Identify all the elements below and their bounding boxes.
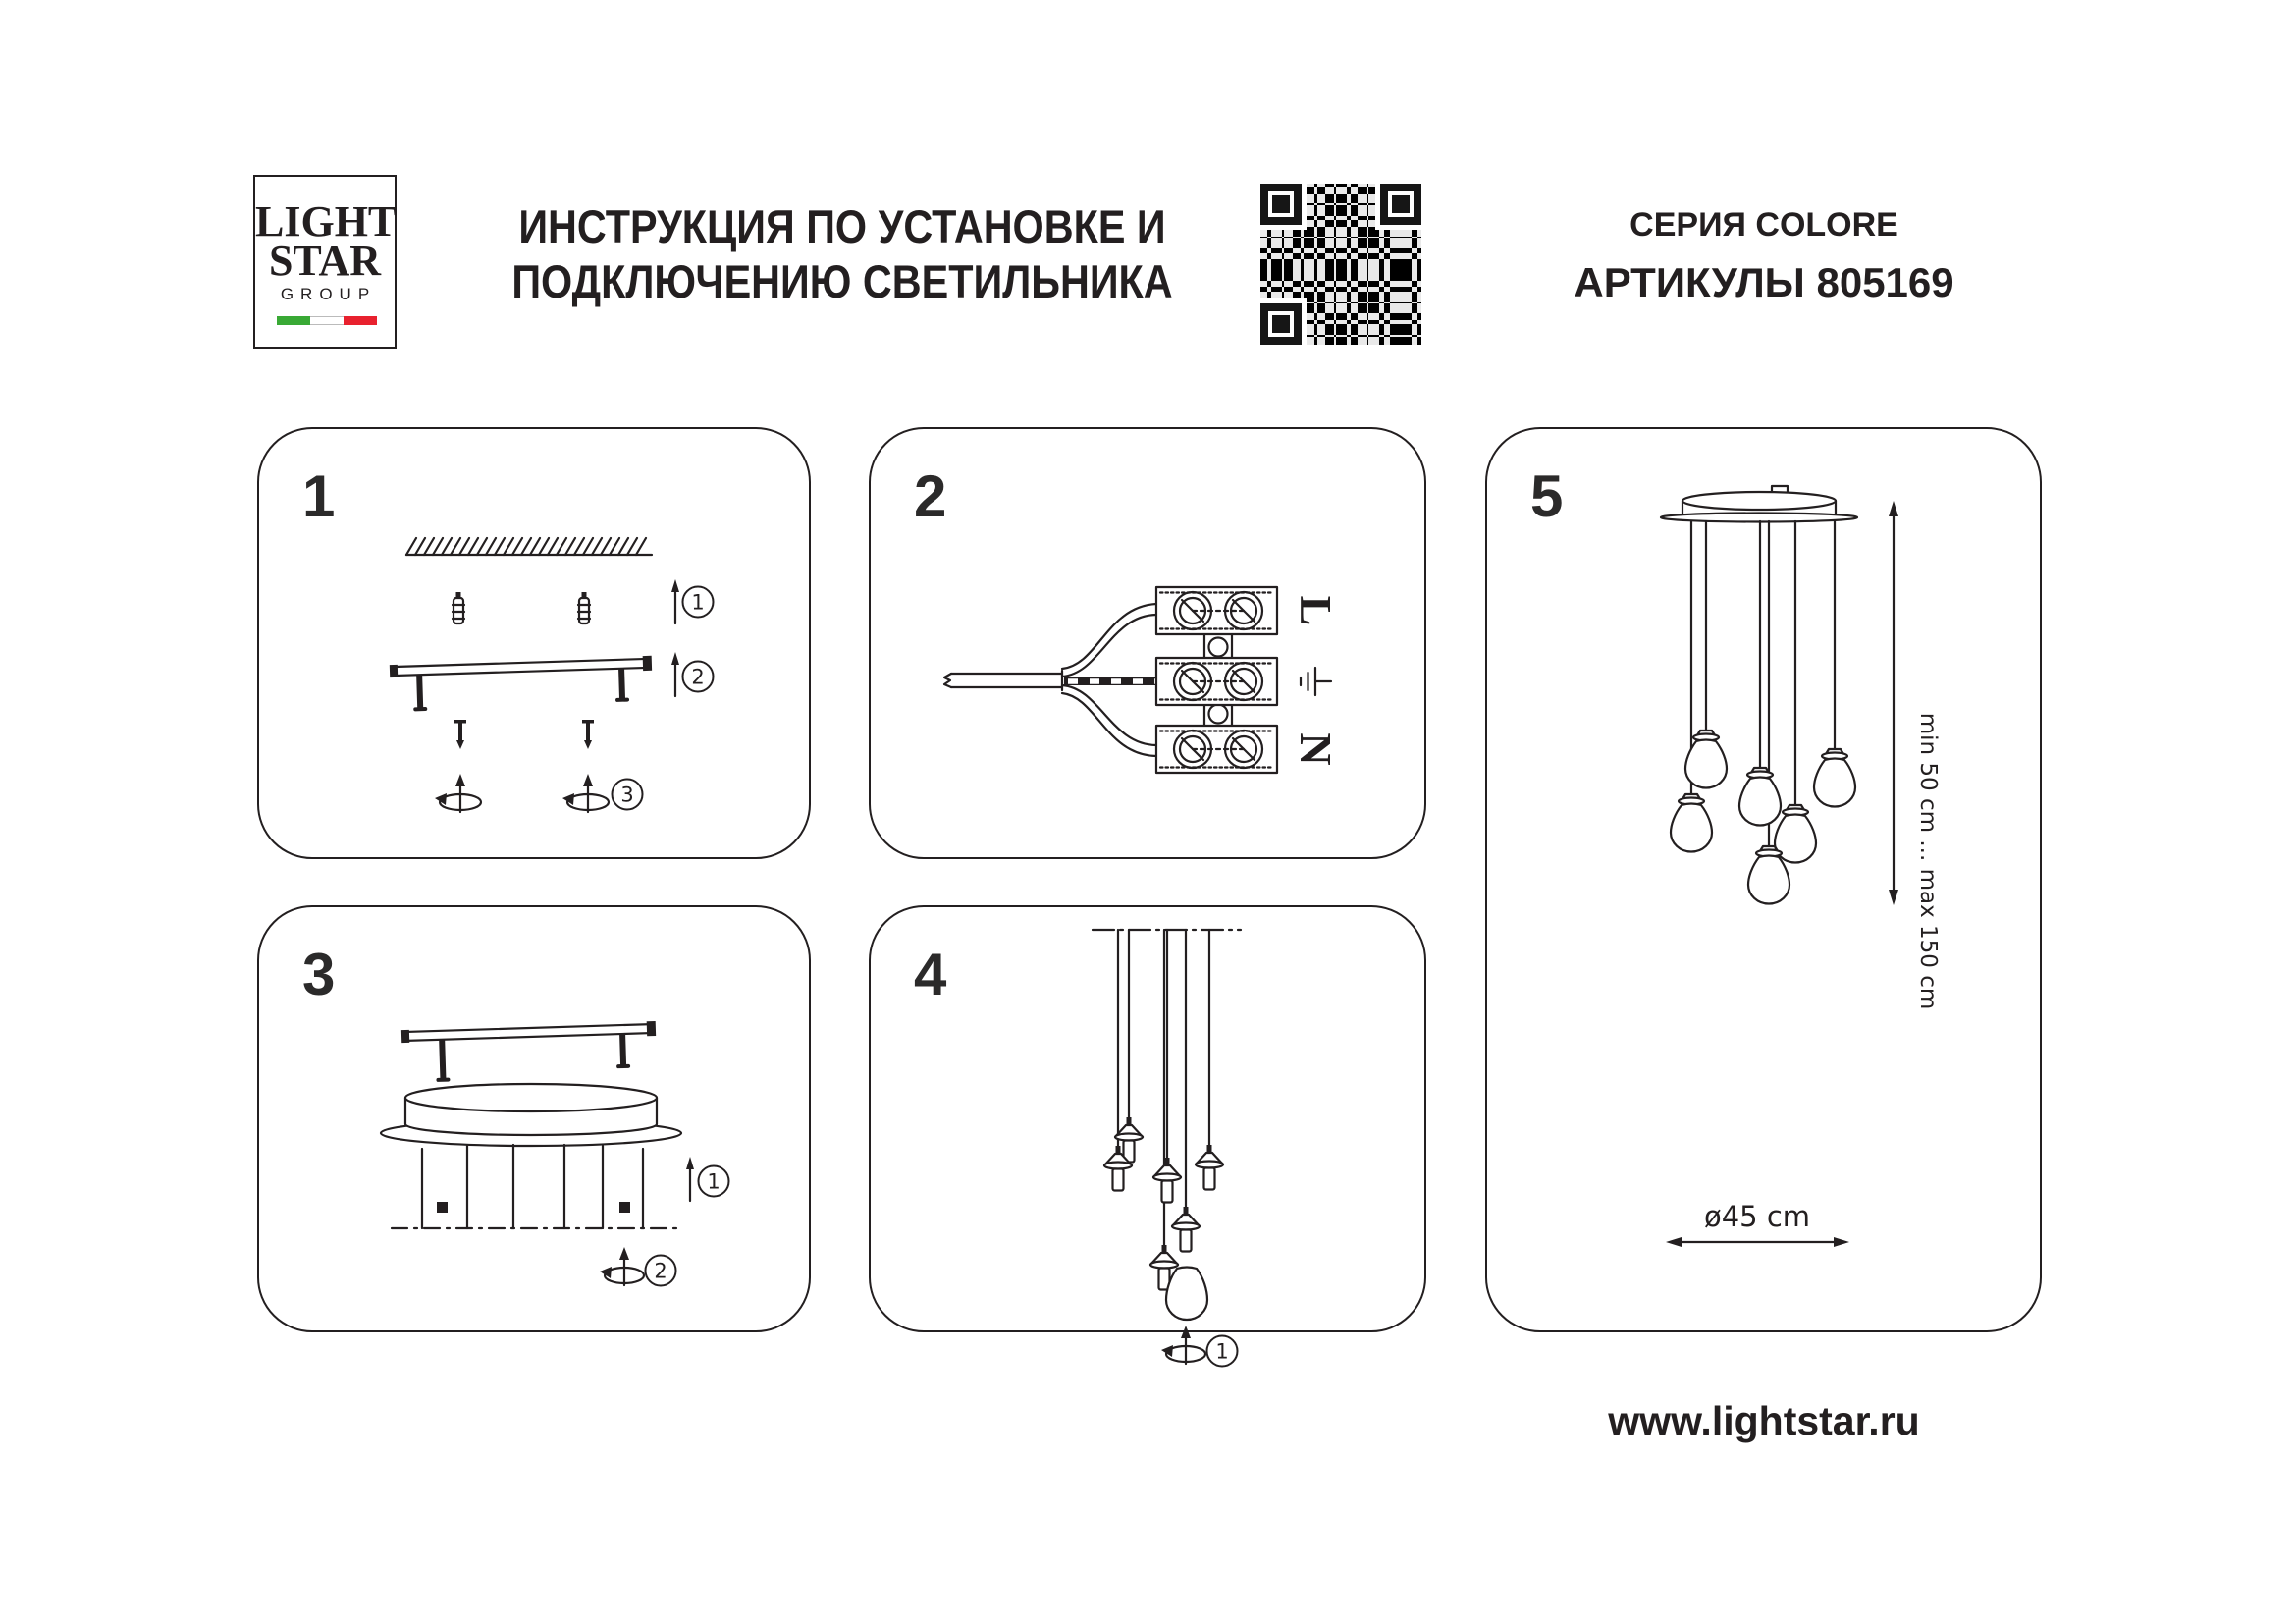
series-label: СЕРИЯ COLORE xyxy=(1629,206,1898,244)
pendant-shade-icon xyxy=(1671,794,1712,852)
page-title xyxy=(488,199,1197,309)
diameter-label: ø45 cm xyxy=(1703,1200,1811,1233)
vertical-dimension-arrow xyxy=(1889,501,1898,905)
wall-anchor-icon xyxy=(453,592,464,623)
panel-step-1 xyxy=(257,427,811,859)
screw-icon xyxy=(582,720,594,749)
italian-flag-icon xyxy=(277,316,377,325)
up-arrow-icon xyxy=(671,652,679,696)
screwdriver-rotation-icon xyxy=(1161,1326,1205,1364)
panel-4-diagram xyxy=(871,907,1428,1364)
panel-3-number: 3 xyxy=(302,942,336,1007)
logo-word-light: LIGHT xyxy=(255,197,398,245)
flag-green xyxy=(277,316,310,325)
screwdriver-rotation-icon xyxy=(600,1247,644,1285)
lamp-socket-icon xyxy=(1196,1145,1223,1190)
pendant-shade-icon xyxy=(1739,768,1781,826)
mounting-bracket-icon xyxy=(390,656,653,712)
article-number-label: АРТИКУЛЫ 805169 xyxy=(1574,259,1954,305)
lamp-socket-icon xyxy=(1153,1158,1181,1203)
qr-finder-top-right xyxy=(1380,184,1421,225)
glass-shade-icon xyxy=(1166,1268,1207,1321)
neutral-label: N xyxy=(1291,732,1341,766)
step-2-number: 2 xyxy=(654,1259,667,1283)
flag-red xyxy=(344,316,377,325)
live-label: L xyxy=(1291,595,1341,626)
mounting-bracket-icon xyxy=(401,1021,658,1083)
screw-icon xyxy=(454,720,466,749)
up-arrow-icon xyxy=(686,1157,694,1201)
logo-word-group: GROUP xyxy=(280,285,377,303)
panel-2-diagram xyxy=(871,429,1428,861)
panel-3-diagram xyxy=(259,907,813,1334)
qr-finder-top-left xyxy=(1260,184,1302,225)
panel-step-3 xyxy=(257,905,811,1332)
terminal-block-N xyxy=(1156,726,1277,773)
screwdriver-rotation-icon xyxy=(562,774,609,812)
panel-1-diagram xyxy=(259,429,813,861)
terminal-block-L xyxy=(1156,587,1277,634)
suspension-cords xyxy=(422,1145,643,1228)
step-1-number: 1 xyxy=(1215,1339,1229,1364)
lamp-socket-icon xyxy=(1172,1207,1200,1252)
step-1-number: 1 xyxy=(707,1169,721,1194)
step-3-number: 3 xyxy=(620,783,634,807)
up-arrow-icon xyxy=(671,579,679,623)
panel-step-2 xyxy=(869,427,1426,859)
screwdriver-rotation-icon xyxy=(435,774,481,812)
pendant-shade-icon xyxy=(1814,749,1855,807)
lightstar-logo xyxy=(253,175,397,349)
page-title-line2: ПОДКЛЮЧЕНИЮ СВЕТИЛЬНИКА xyxy=(511,255,1173,307)
panel-4-number: 4 xyxy=(914,942,947,1007)
panel-step-5 xyxy=(1485,427,2042,1332)
step-1-number: 1 xyxy=(691,590,705,615)
flag-white xyxy=(310,316,344,325)
ceiling-canopy-icon xyxy=(381,1084,681,1146)
qr-code xyxy=(1252,175,1430,353)
terminal-block-ground xyxy=(1156,658,1277,705)
step-2-number: 2 xyxy=(691,665,705,689)
wall-anchor-icon xyxy=(578,592,590,623)
qr-finder-bottom-left xyxy=(1260,303,1302,345)
panel-step-4 xyxy=(869,905,1426,1364)
logo-word-star: STAR xyxy=(268,237,382,285)
panel-1-number: 1 xyxy=(302,463,336,529)
ground-symbol-icon xyxy=(1301,668,1331,695)
horizontal-dimension-arrow xyxy=(1666,1237,1849,1247)
panel-5-number: 5 xyxy=(1530,463,1564,529)
panel-2-number: 2 xyxy=(914,463,947,529)
page-title-line1: ИНСТРУКЦИЯ ПО УСТАНОВКЕ И xyxy=(518,200,1166,252)
ceiling-plate-icon xyxy=(1661,486,1857,522)
height-range-label: min 50 cm ... max 150 cm xyxy=(1915,712,1941,1010)
panel-5-diagram xyxy=(1487,429,2044,1334)
website-url: www.lightstar.ru xyxy=(1608,1398,1920,1443)
ceiling-hatch-icon xyxy=(406,538,652,555)
power-cable-icon xyxy=(944,604,1156,756)
